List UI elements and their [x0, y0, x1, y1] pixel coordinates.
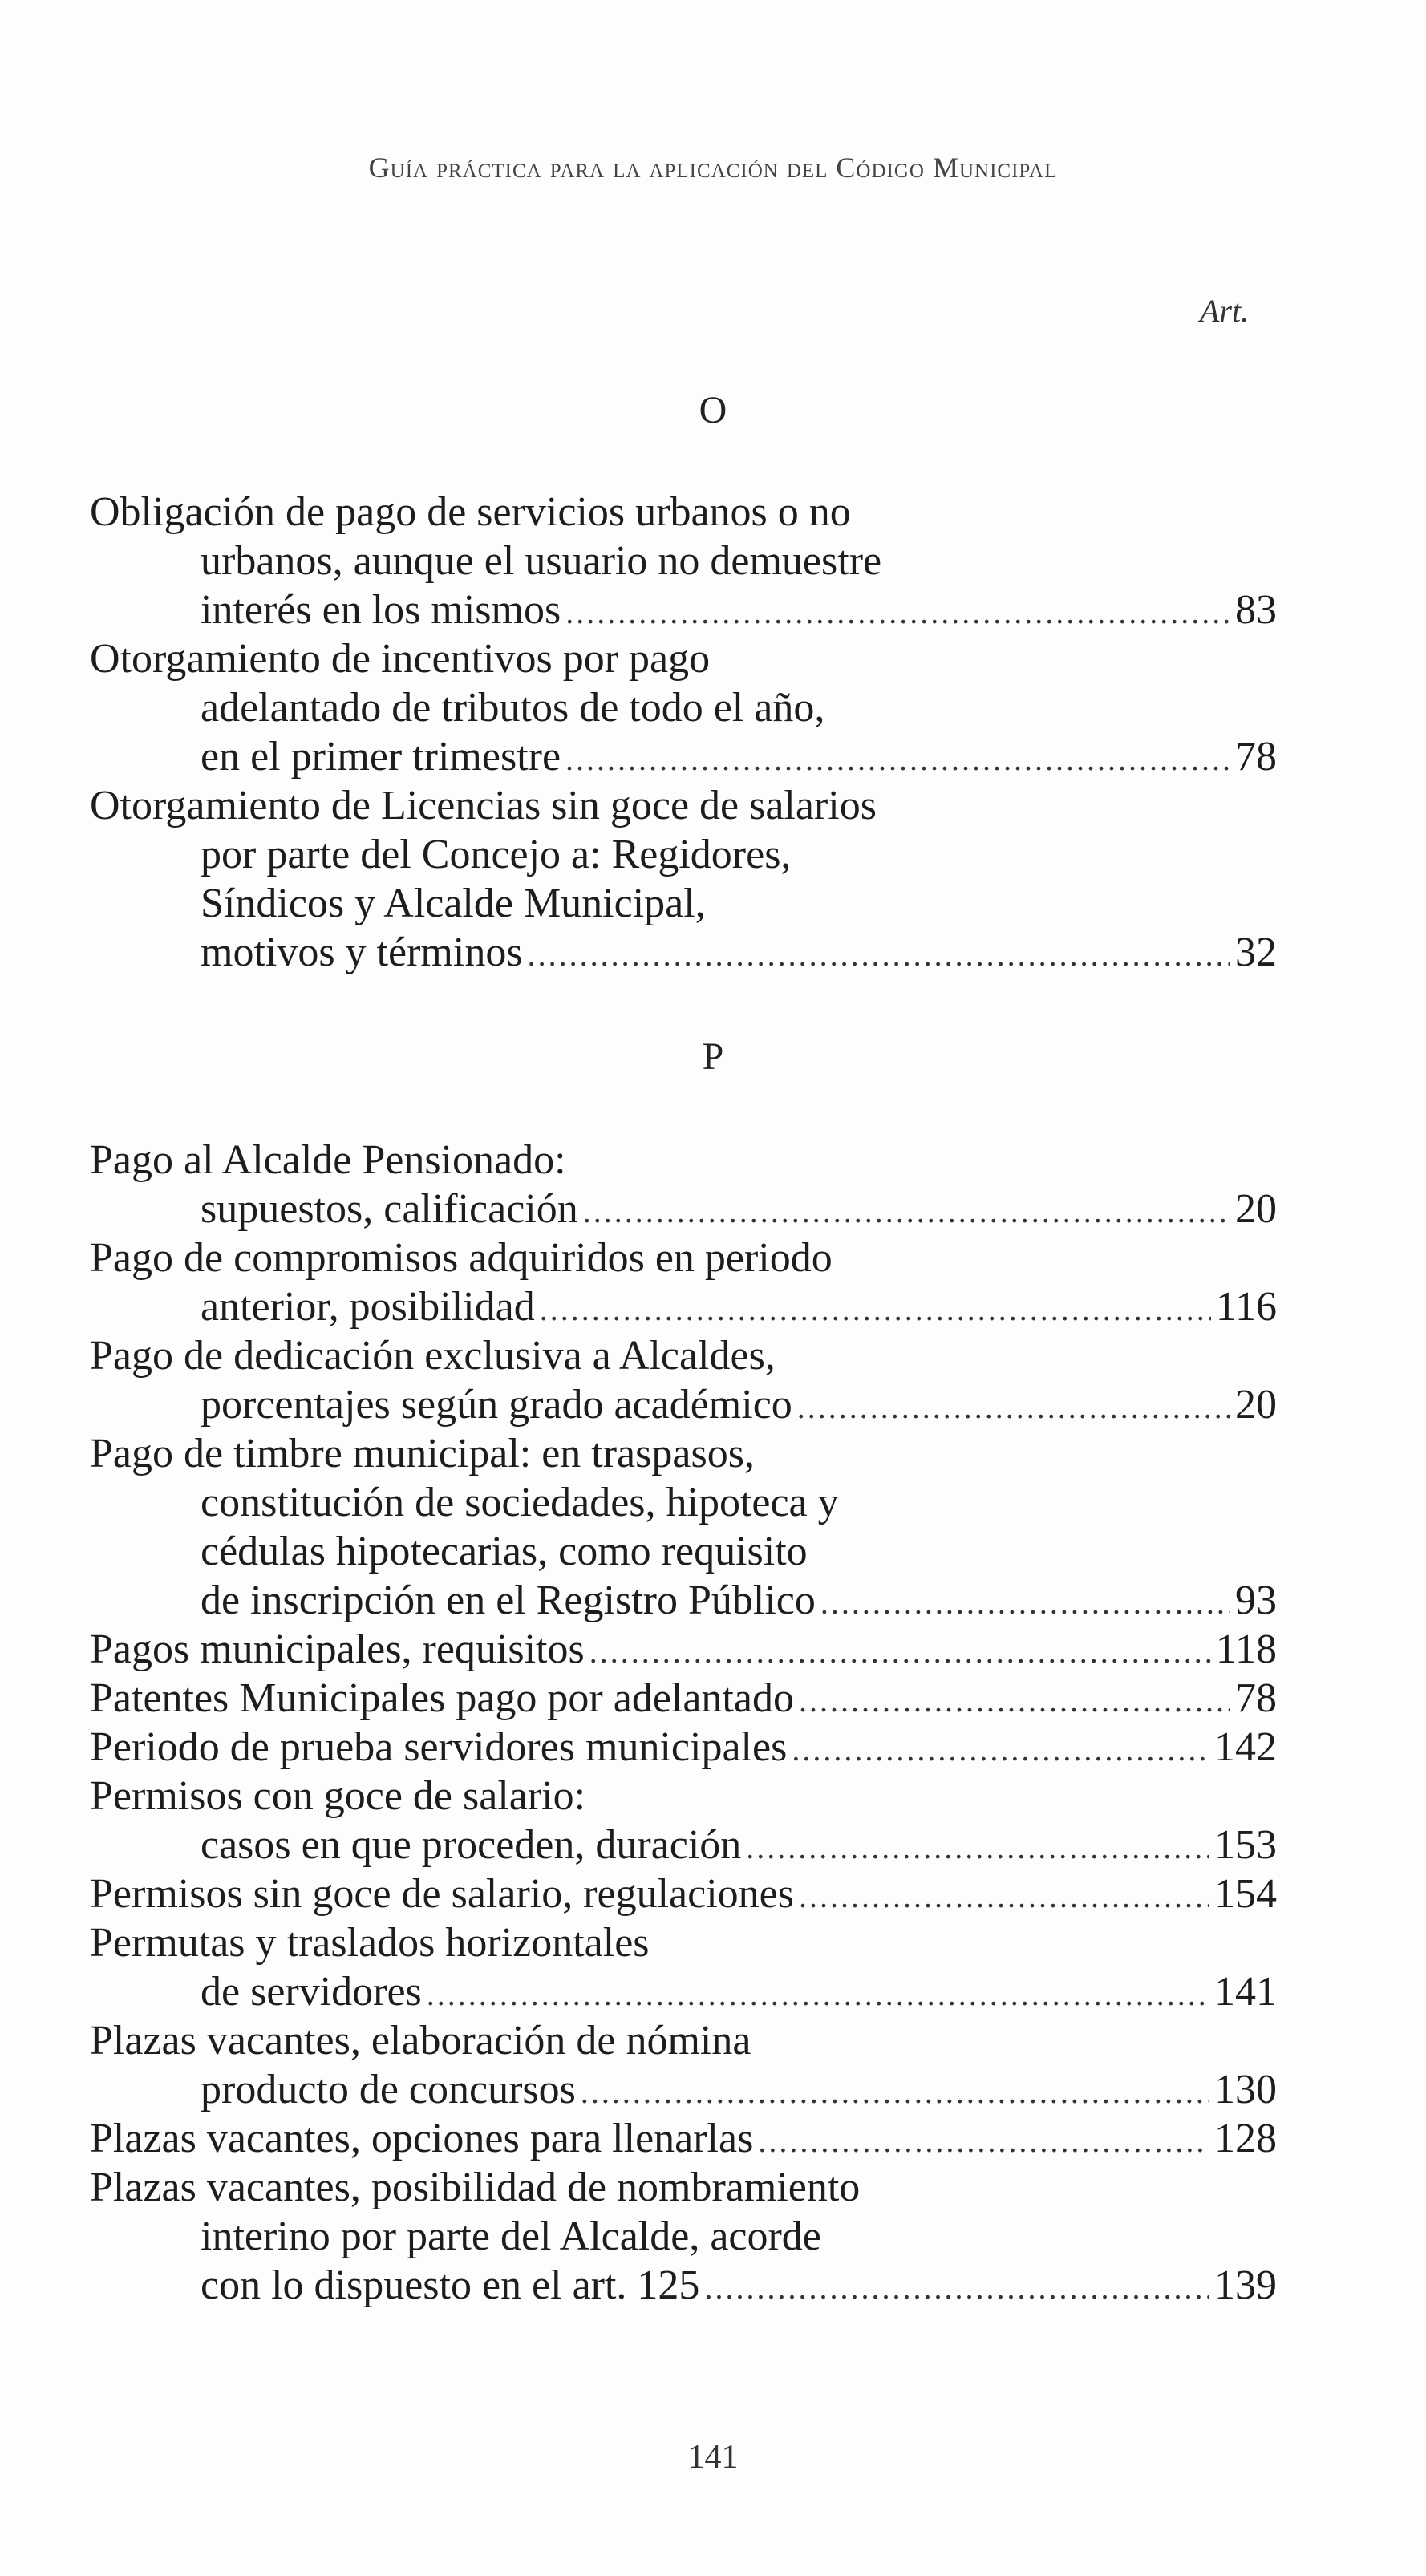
entry-continuation-line	[90, 732, 1277, 781]
article-reference: 93	[1235, 1578, 1277, 1623]
index-entry	[90, 1674, 1277, 1723]
entry-continuation-line	[90, 1967, 1277, 2016]
entry-heading-line	[90, 1136, 1277, 1185]
dot-leader	[797, 1383, 1230, 1432]
article-reference: 20	[1235, 1382, 1277, 1428]
dot-leader	[528, 930, 1230, 979]
article-reference: 128	[1214, 2116, 1277, 2161]
entry-text: Otorgamiento de incentivos por pago	[90, 636, 711, 682]
dot-leader	[746, 1823, 1209, 1872]
index-entry	[90, 488, 1277, 634]
entry-heading-line	[90, 1429, 1277, 1478]
entry-continuation-line	[90, 537, 1277, 585]
entry-continuation-line	[90, 879, 1277, 928]
article-reference: 153	[1214, 1822, 1277, 1868]
entry-text: constitución de sociedades, hipoteca y	[201, 1480, 839, 1525]
entry-heading-line	[90, 2163, 1277, 2212]
entry-continuation-line	[90, 1478, 1277, 1527]
dot-leader	[581, 2068, 1209, 2116]
entry-continuation-line	[90, 1821, 1277, 1869]
entry-heading-line	[90, 2114, 1277, 2163]
index-entry	[90, 1429, 1277, 1625]
entry-text: anterior, posibilidad	[201, 1284, 535, 1330]
entry-text: Plazas vacantes, posibilidad de nombramiento	[90, 2165, 861, 2210]
entry-heading-line	[90, 1723, 1277, 1772]
dot-leader	[704, 2263, 1209, 2312]
entry-text: Pago al Alcalde Pensionado:	[90, 1137, 566, 1183]
entry-text: Pago de dedicación exclusiva a Alcaldes,	[90, 1333, 776, 1379]
entry-text: supuestos, calificación	[201, 1186, 578, 1232]
entry-text: interino por parte del Alcalde, acorde	[201, 2213, 821, 2259]
index-entry	[90, 2163, 1277, 2310]
entry-continuation-line	[90, 830, 1277, 879]
entry-continuation-line	[90, 683, 1277, 732]
dot-leader	[583, 1187, 1230, 1236]
entry-continuation-line	[90, 1527, 1277, 1576]
dot-leader	[589, 1627, 1211, 1676]
entry-text: adelantado de tributos de todo el año,	[201, 685, 825, 731]
entry-text: Pago de timbre municipal: en traspasos,	[90, 1431, 755, 1476]
entry-continuation-line	[90, 1380, 1277, 1429]
entry-continuation-line	[90, 2261, 1277, 2310]
index-entry	[90, 1869, 1277, 1918]
dot-leader	[799, 1872, 1209, 1921]
entry-heading-line	[90, 1233, 1277, 1282]
article-reference: 78	[1235, 734, 1277, 780]
entry-text: Patentes Municipales pago por adelantado	[90, 1675, 794, 1721]
index-entry	[90, 1772, 1277, 1869]
entry-text: Pago de compromisos adquiridos en periodo	[90, 1235, 833, 1281]
entry-text: casos en que proceden, duración	[201, 1822, 742, 1868]
index-entry	[90, 2114, 1277, 2163]
entry-heading-line	[90, 1625, 1277, 1674]
entry-text: en el primer trimestre	[201, 734, 561, 780]
entry-text: Pagos municipales, requisitos	[90, 1626, 585, 1672]
article-reference: 20	[1235, 1186, 1277, 1232]
entry-continuation-line	[90, 1282, 1277, 1331]
dot-leader	[792, 1725, 1209, 1774]
dot-leader	[427, 1970, 1209, 2019]
entry-text: producto de concursos	[201, 2067, 576, 2112]
entry-continuation-line	[90, 2212, 1277, 2261]
dot-leader	[820, 1578, 1230, 1627]
entry-text: interés en los mismos	[201, 587, 561, 633]
entry-text: por parte del Concejo a: Regidores,	[201, 832, 792, 877]
article-reference: 141	[1214, 1969, 1277, 2015]
article-reference: 32	[1235, 930, 1277, 975]
section-letter-o: O	[699, 389, 727, 431]
dot-leader	[799, 1676, 1230, 1725]
entry-text: urbanos, aunque el usuario no demuestre	[201, 538, 882, 584]
entry-text: Síndicos y Alcalde Municipal,	[201, 881, 706, 926]
entry-continuation-line	[90, 585, 1277, 634]
index-entry	[90, 1918, 1277, 2016]
dot-leader	[540, 1285, 1211, 1334]
entry-heading-line	[90, 781, 1277, 830]
article-reference: 116	[1215, 1284, 1277, 1330]
dot-leader	[758, 2116, 1209, 2165]
entry-text: Obligación de pago de servicios urbanos o no	[90, 489, 851, 535]
article-reference: 154	[1214, 1871, 1277, 1917]
index-entry	[90, 781, 1277, 977]
entry-text: Permisos sin goce de salario, regulaciones	[90, 1871, 794, 1917]
dot-leader	[565, 588, 1230, 637]
entry-heading-line	[90, 634, 1277, 683]
index-entry	[90, 1233, 1277, 1331]
entry-heading-line	[90, 1674, 1277, 1723]
entry-heading-line	[90, 1869, 1277, 1918]
entry-heading-line	[90, 1918, 1277, 1967]
article-column-label: Art.	[1200, 293, 1250, 329]
index-entry	[90, 2016, 1277, 2114]
entry-text: motivos y términos	[201, 930, 523, 975]
index-entry	[90, 1625, 1277, 1674]
entry-text: Permisos con goce de salario:	[90, 1773, 586, 1819]
entry-heading-line	[90, 2016, 1277, 2065]
entry-continuation-line	[90, 1576, 1277, 1625]
entry-text: Plazas vacantes, opciones para llenarlas	[90, 2116, 754, 2161]
entry-heading-line	[90, 488, 1277, 537]
entry-heading-line	[90, 1772, 1277, 1821]
page-number: 141	[687, 2439, 739, 2476]
article-reference: 83	[1235, 587, 1277, 633]
article-reference: 142	[1214, 1724, 1277, 1770]
article-reference: 139	[1214, 2262, 1277, 2308]
article-reference: 130	[1214, 2067, 1277, 2112]
index-entry	[90, 1331, 1277, 1429]
index-section-o	[90, 488, 1277, 977]
entry-text: con lo dispuesto en el art. 125	[201, 2262, 700, 2308]
entry-continuation-line	[90, 1185, 1277, 1233]
entry-text: de inscripción en el Registro Público	[201, 1578, 816, 1623]
entry-continuation-line	[90, 928, 1277, 977]
running-head: Guía práctica para la aplicación del Código Municipal	[368, 152, 1058, 184]
index-entry	[90, 1723, 1277, 1772]
article-reference: 78	[1235, 1675, 1277, 1721]
entry-text: Periodo de prueba servidores municipales	[90, 1724, 788, 1770]
entry-continuation-line	[90, 2065, 1277, 2114]
entry-text: porcentajes según grado académico	[201, 1382, 792, 1428]
entry-text: Permutas y traslados horizontales	[90, 1920, 650, 1966]
entry-text: Otorgamiento de Licencias sin goce de salarios	[90, 783, 877, 828]
section-letter-p: P	[702, 1035, 724, 1078]
entry-heading-line	[90, 1331, 1277, 1380]
dot-leader	[565, 735, 1230, 784]
entry-text: de servidores	[201, 1969, 422, 2015]
article-reference: 118	[1215, 1626, 1277, 1672]
entry-text: cédulas hipotecarias, como requisito	[201, 1529, 808, 1574]
entry-text: Plazas vacantes, elaboración de nómina	[90, 2018, 751, 2064]
index-entry	[90, 1136, 1277, 1233]
index-entry	[90, 634, 1277, 781]
index-section-p	[90, 1136, 1277, 2310]
